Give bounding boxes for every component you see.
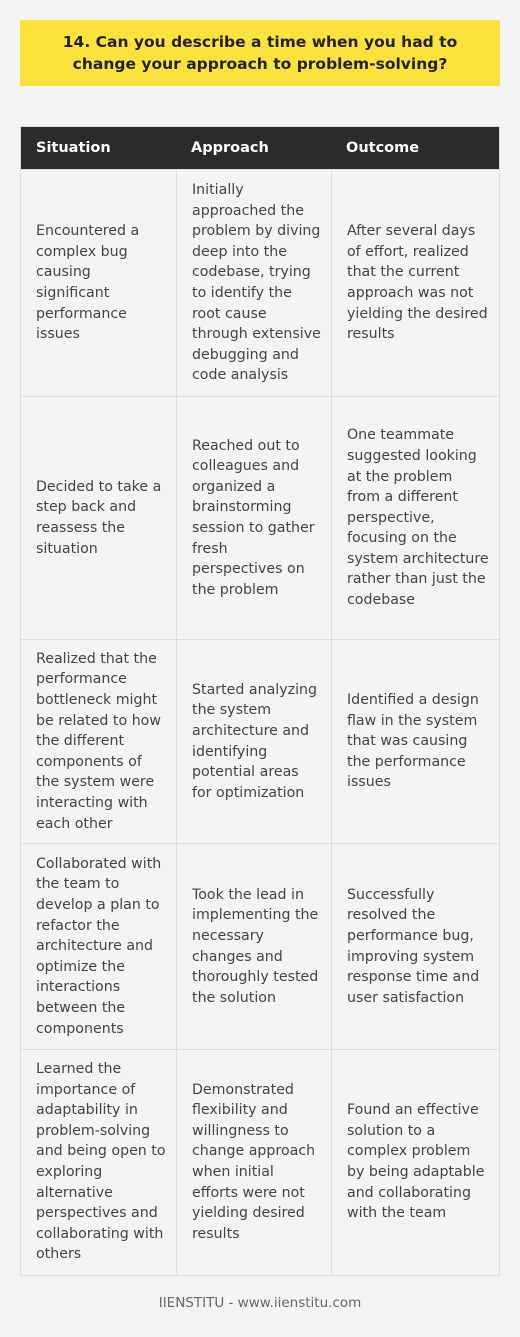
cell-outcome: Successfully resolved the performance bug, improving system response time and user satisfaction bbox=[331, 844, 499, 1049]
cell-approach: Initially approached the problem by diving deep into the codebase, trying to identify the root cause through extensive debugging and code analysis bbox=[176, 170, 331, 396]
header-approach: Approach bbox=[191, 140, 269, 156]
cell-approach: Took the lead in implementing the necessary changes and thoroughly tested the solution bbox=[176, 844, 331, 1049]
cell-outcome: Identified a design flaw in the system that was causing the performance issues bbox=[331, 640, 499, 843]
cell-approach: Started analyzing the system architecture and identifying potential areas for optimization bbox=[176, 640, 331, 843]
table-header bbox=[21, 127, 499, 169]
cell-situation: Learned the importance of adaptability in problem-solving and being open to exploring alternative perspectives and collaborating with others bbox=[36, 1061, 166, 1263]
table-row bbox=[21, 169, 499, 396]
page-title: 14. Can you describe a time when you had to change your approach to problem-solving? bbox=[62, 33, 458, 73]
table-row bbox=[21, 843, 499, 1049]
cell-approach: Demonstrated flexibility and willingness to change approach when initial efforts were not yielding desired results bbox=[176, 1050, 331, 1274]
cell-approach: Reached out to colleagues and organized a brainstorming session to gather fresh perspectives on the problem bbox=[176, 397, 331, 639]
table-row bbox=[21, 639, 499, 843]
cell-outcome: After several days of effort, realized that the current approach was not yielding the desired results bbox=[331, 170, 499, 396]
header-situation: Situation bbox=[36, 140, 111, 156]
table-row bbox=[21, 1049, 499, 1274]
cell-outcome: One teammate suggested looking at the problem from a different perspective, focusing on the system architecture rather than just the codebase bbox=[331, 397, 499, 639]
cell-situation: Realized that the performance bottleneck might be related to how the different components of the system were interacting with each other bbox=[36, 650, 161, 832]
cell-situation: Decided to take a step back and reassess the situation bbox=[36, 478, 162, 557]
title-banner bbox=[20, 20, 500, 86]
cell-situation: Collaborated with the team to develop a plan to refactor the architecture and optimize the interactions between the components bbox=[36, 855, 162, 1037]
cell-situation: Encountered a complex bug causing significant performance issues bbox=[36, 223, 140, 343]
header-outcome: Outcome bbox=[346, 140, 420, 156]
qa-table bbox=[20, 126, 500, 1276]
footer-credit: IIENSTITU - www.iienstitu.com bbox=[158, 1295, 362, 1311]
table-row bbox=[21, 396, 499, 639]
cell-outcome: Found an effective solution to a complex problem by being adaptable and collaborating with the team bbox=[331, 1050, 499, 1274]
